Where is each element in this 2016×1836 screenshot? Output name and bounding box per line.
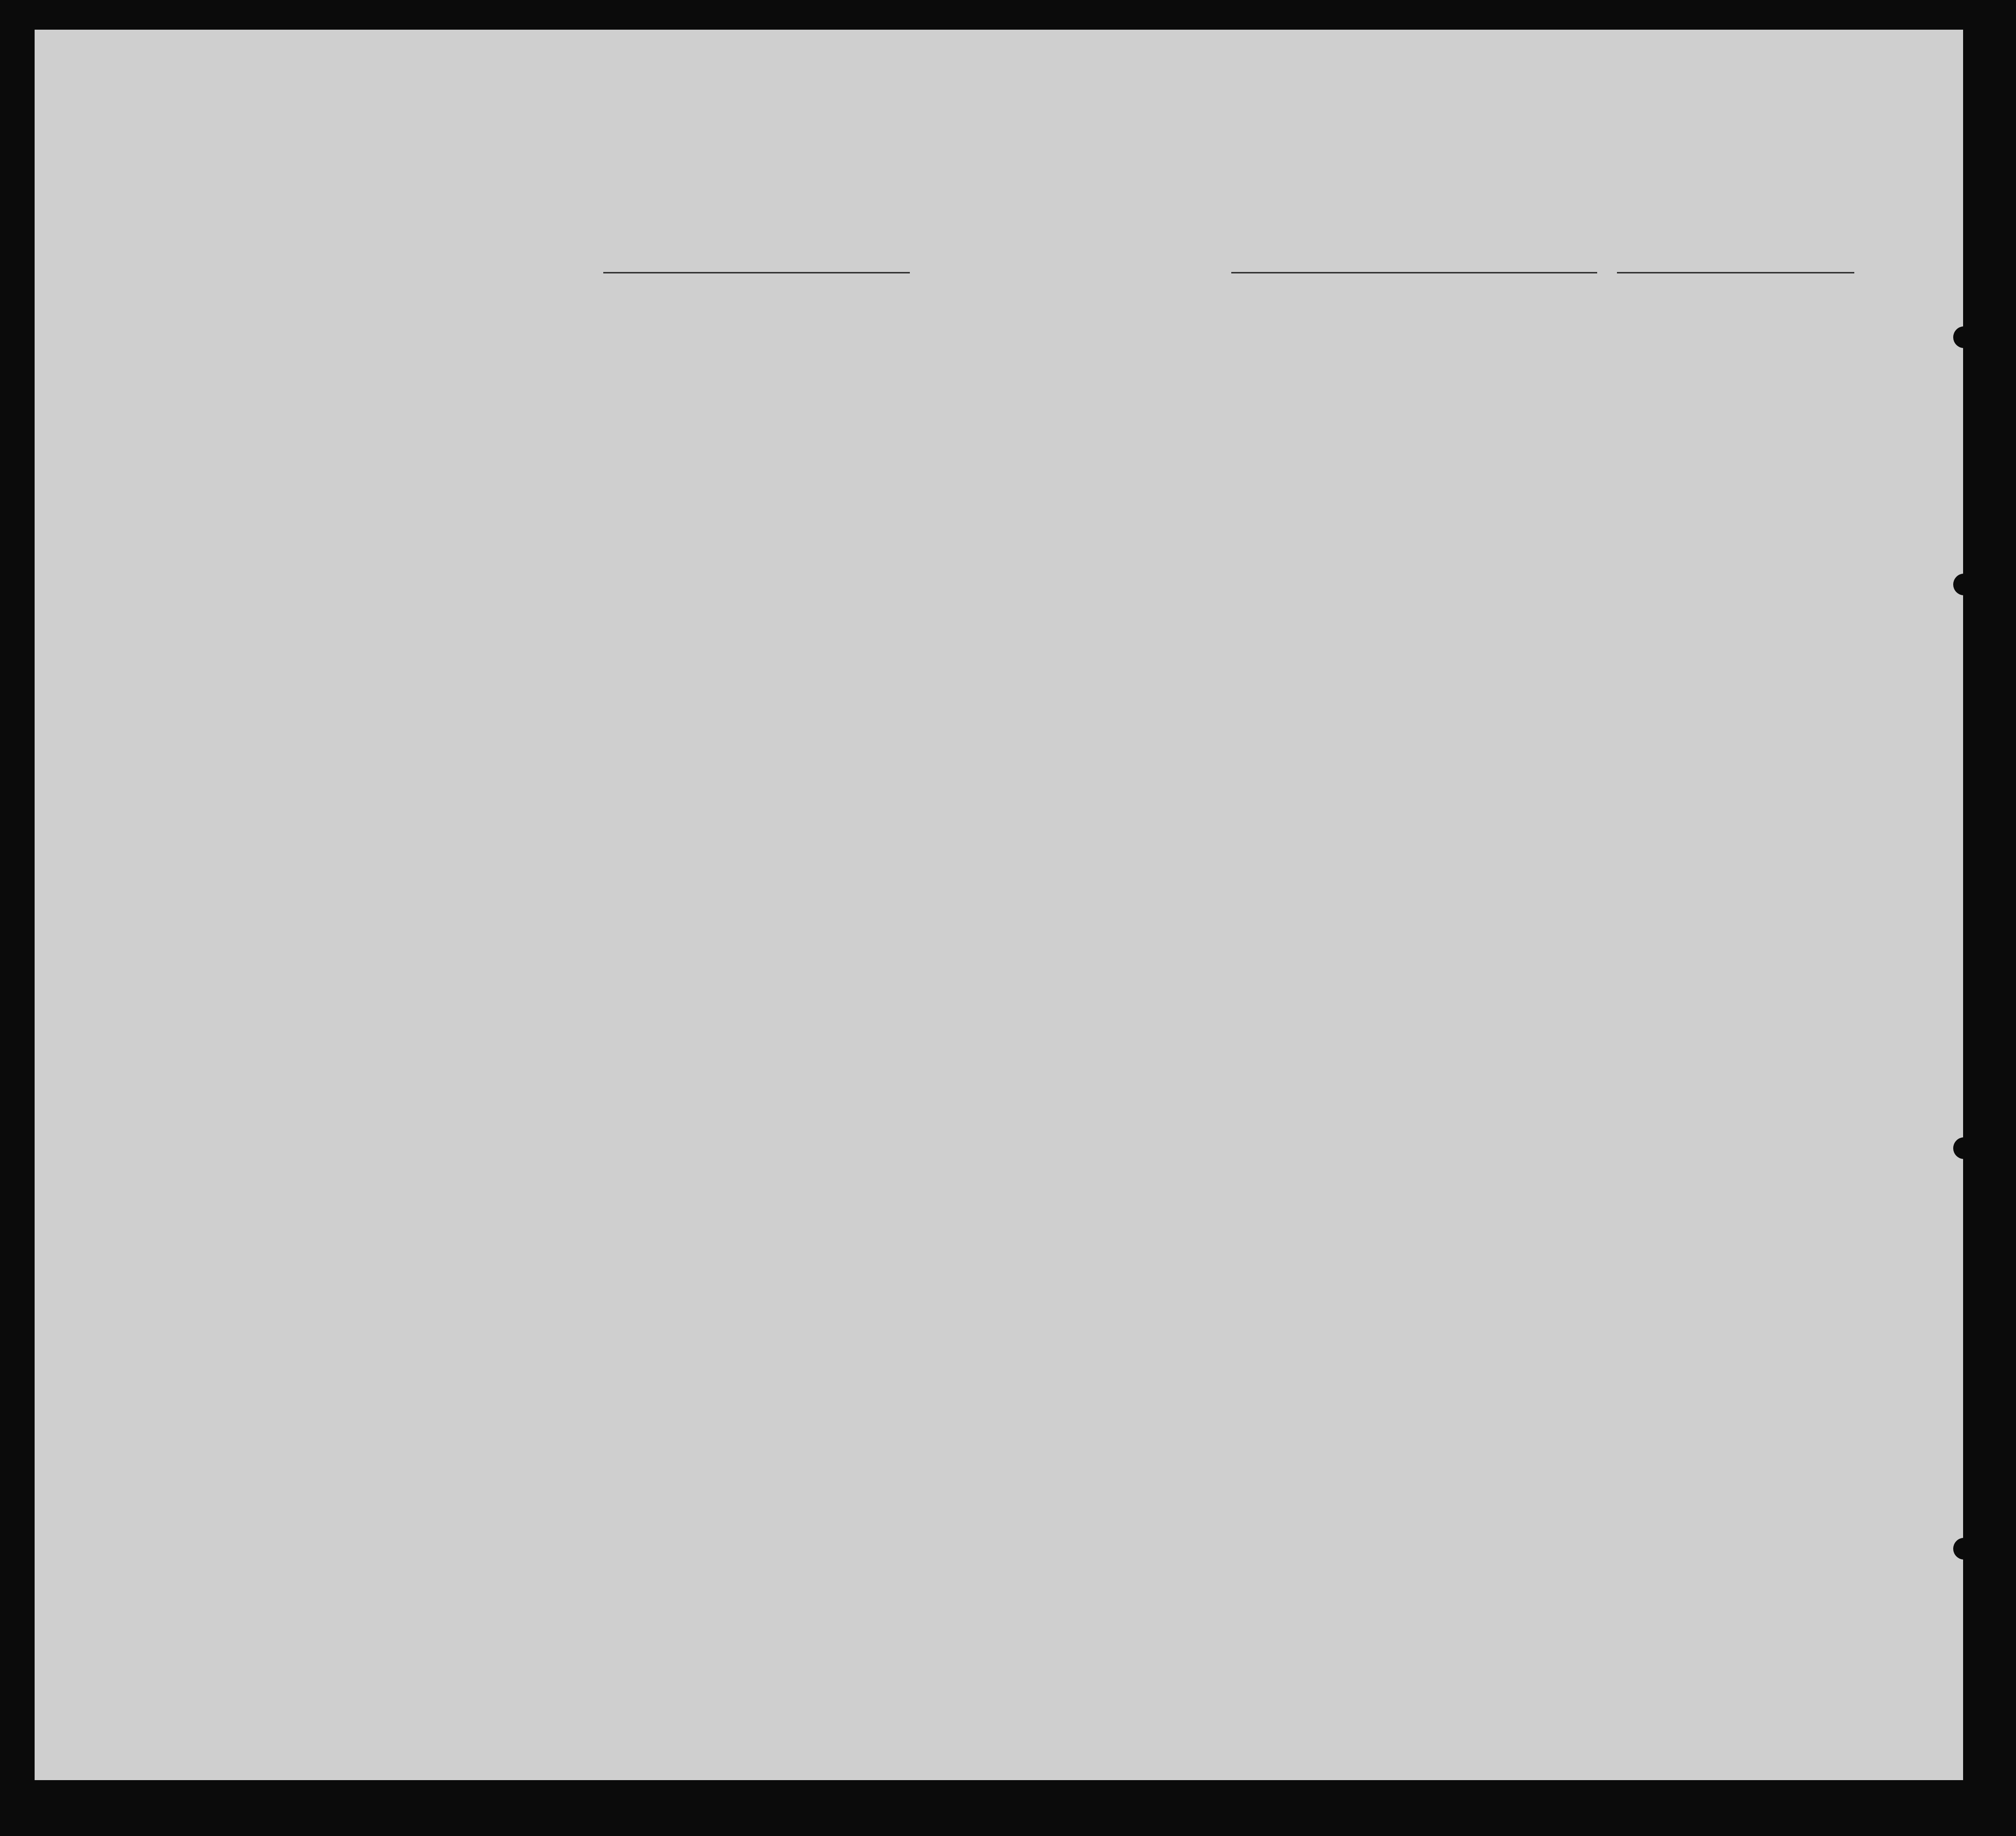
- binding-hole: [1953, 326, 1975, 348]
- binding-hole: [1953, 1137, 1975, 1159]
- binding-hole: [1953, 1538, 1975, 1560]
- ship-info-row: [35, 237, 1963, 282]
- date-underline: [1617, 272, 1854, 273]
- manifest-sheet: [35, 30, 1963, 1780]
- port-underline: [1231, 272, 1597, 273]
- ship-underline: [603, 272, 910, 273]
- binding-hole: [1953, 574, 1975, 595]
